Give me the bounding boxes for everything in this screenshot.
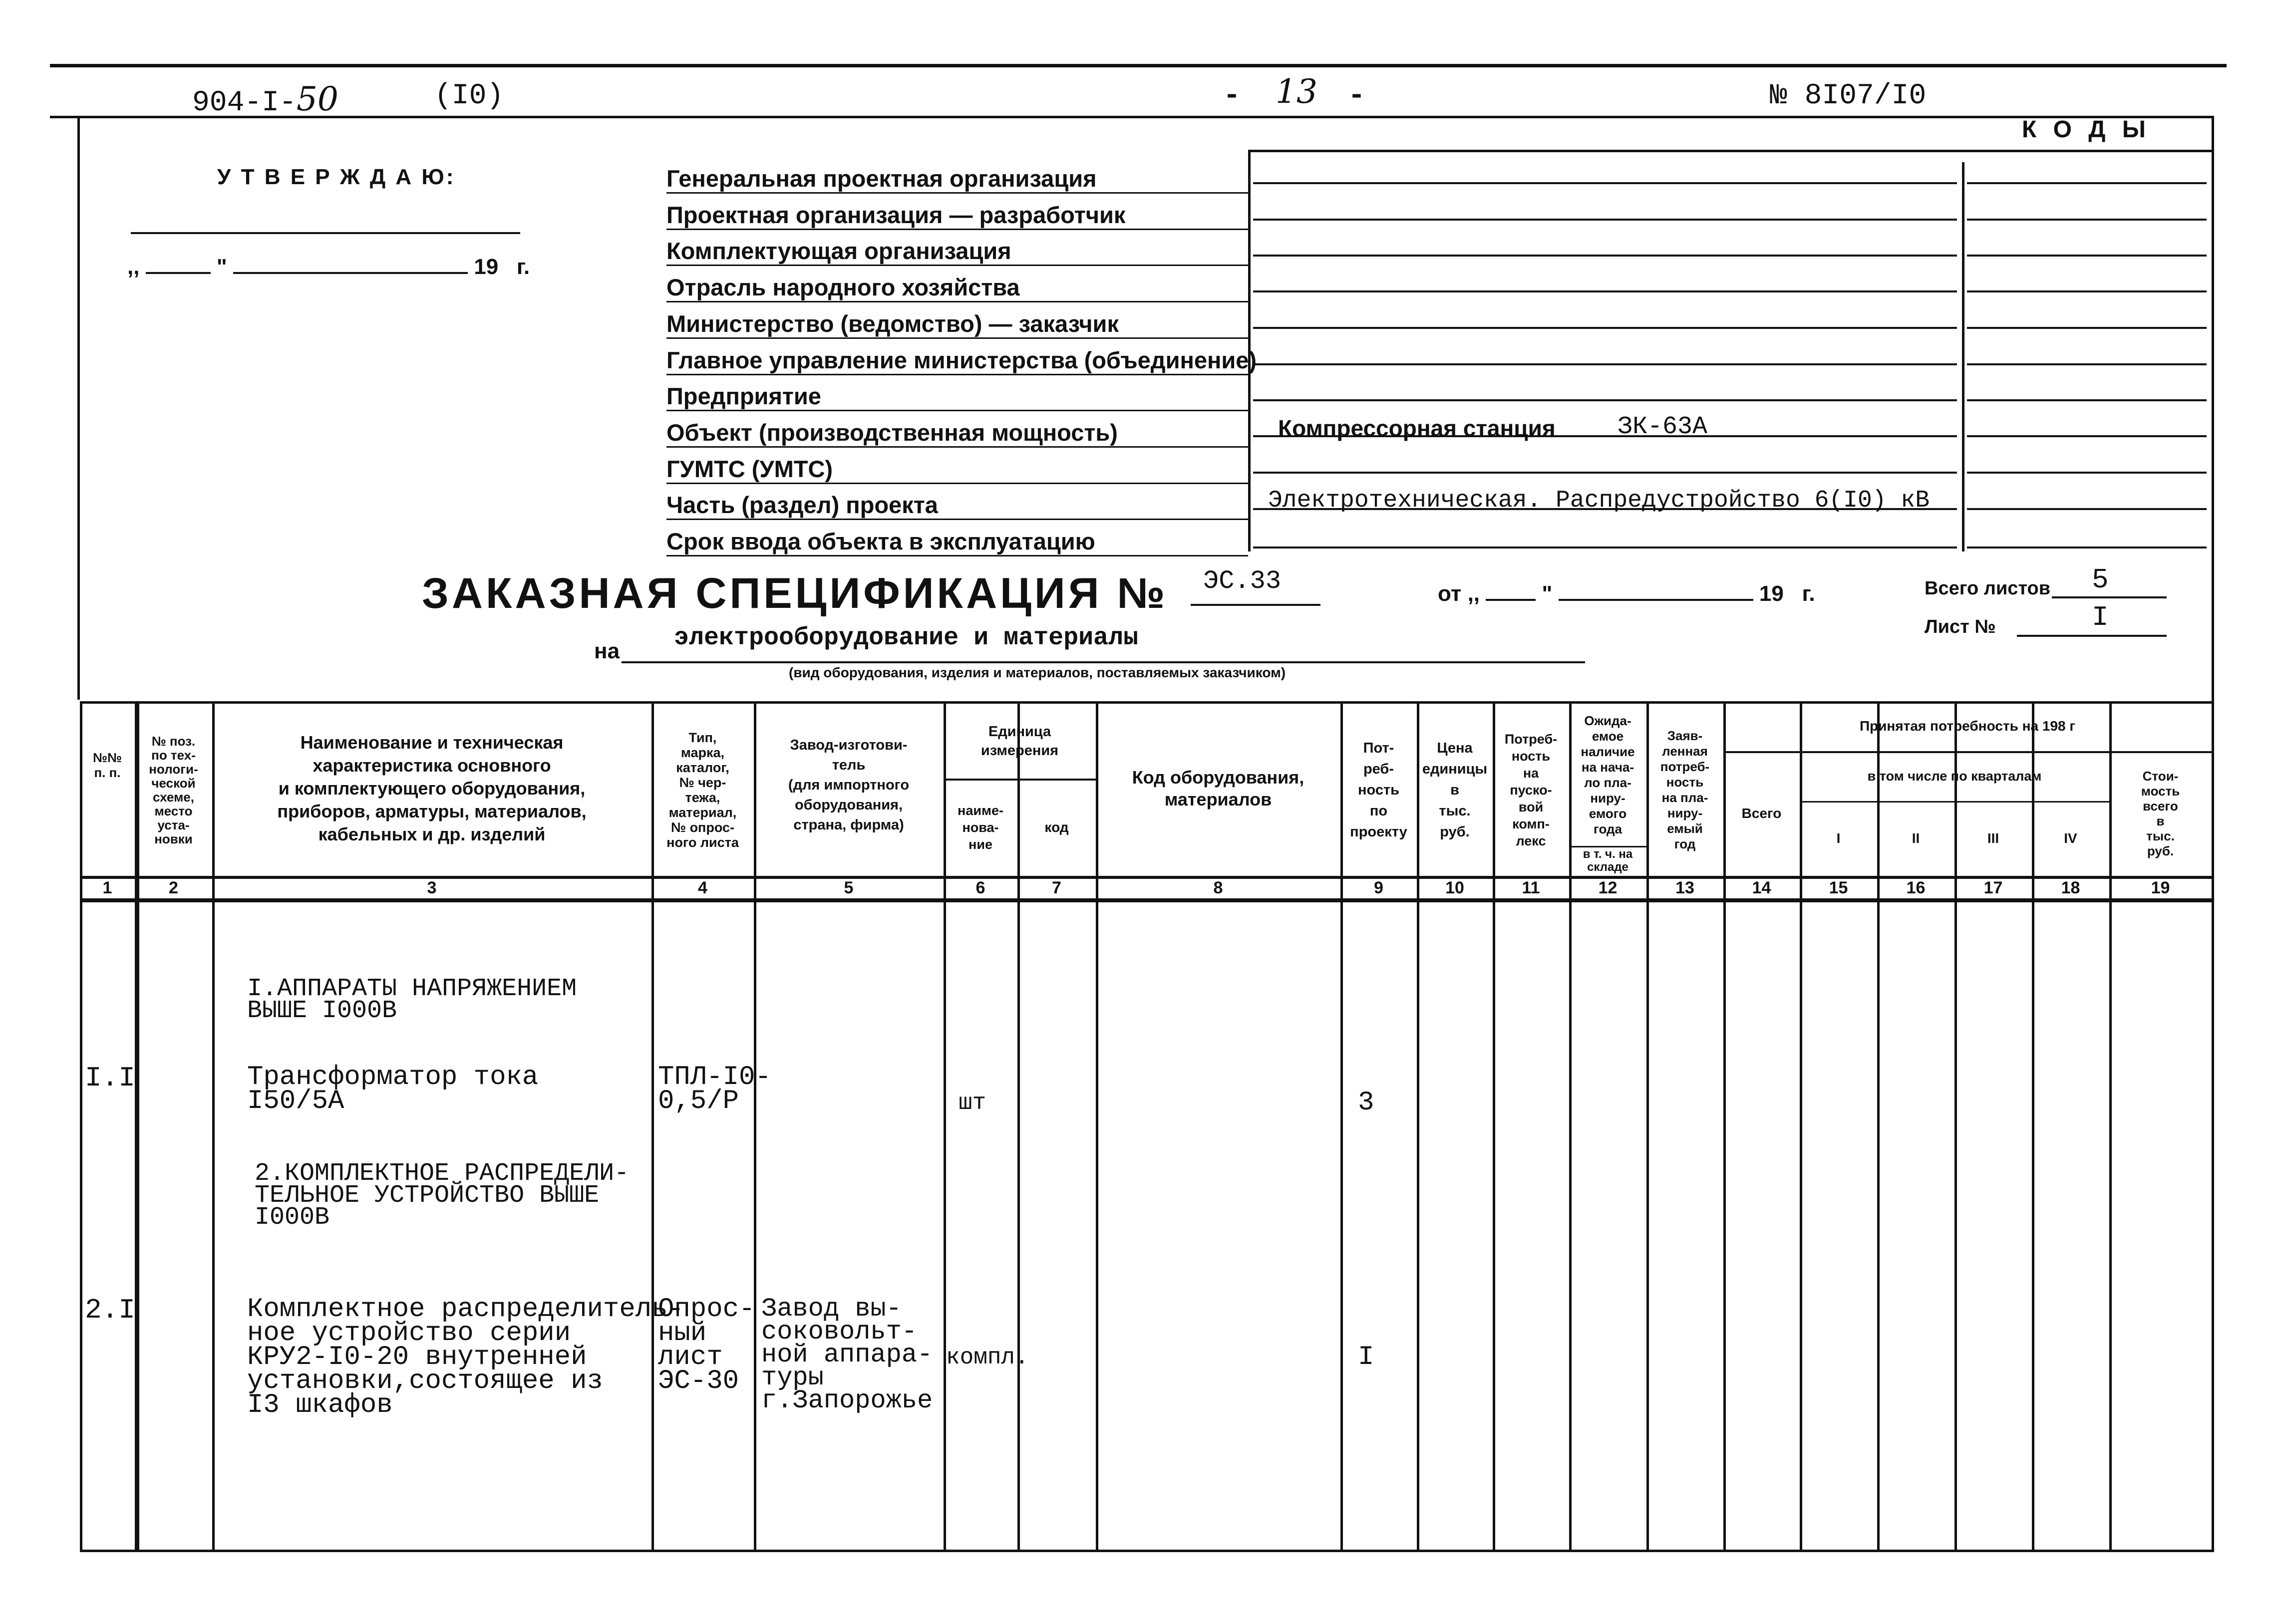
unit-group-divider [944, 779, 1096, 781]
code-row-line-right [1967, 327, 2207, 329]
column-number: 1 [102, 878, 112, 897]
code-row-line [1253, 290, 1957, 292]
spec-year-unit: г. [1802, 581, 1815, 606]
org-field-line [666, 301, 1248, 302]
org-field-label: Срок ввода объекта в эксплуатацию [666, 528, 1095, 554]
total-sheets-line [2052, 596, 2167, 598]
row-name: 2.КОМПЛЕКТНОЕ РАСПРЕДЕЛИ- ТЕЛЬНОЕ УСТРОЙСТВО ВЫШЕ I000В [255, 1159, 630, 1232]
spec-number-line [1191, 604, 1320, 606]
table-header-c18: IV [2064, 830, 2077, 846]
column-number: 14 [1752, 878, 1771, 897]
spec-number: ЭС.33 [1203, 566, 1282, 596]
frame-left-top [77, 116, 80, 700]
org-field-line [666, 446, 1248, 448]
column-number: 19 [2151, 878, 2170, 897]
total-sheets: 5 [2092, 564, 2109, 596]
table-header-c10: Цена единицы в тыс. руб. [1422, 740, 1488, 840]
approve-year-unit: г. [516, 255, 530, 279]
page-dash-right: - [1348, 80, 1365, 112]
code-row-line-right [1967, 363, 2207, 365]
org-field-line [666, 483, 1248, 484]
code-row-line [1253, 363, 1957, 365]
code-row-line-right [1967, 508, 2207, 510]
table-header-c9: Пот- реб- ность по проекту [1350, 740, 1407, 840]
column-number: 2 [169, 878, 178, 897]
column-number: 11 [1522, 878, 1540, 897]
org-field-line [666, 519, 1248, 520]
sheet-ref: № 8I07/I0 [1770, 80, 1927, 112]
doc-code-hand: 50 [296, 80, 338, 118]
accepted-divider [1723, 751, 2212, 753]
org-field-label: Предприятие [666, 383, 821, 409]
na-label: на [594, 639, 620, 663]
column-number: 12 [1598, 878, 1618, 897]
spec-subject: электрооборудование и материалы [674, 624, 1139, 652]
approve-year: 19 [474, 255, 499, 279]
table-header-c11: Потреб- ность на пуско- вой комп- лекс [1504, 731, 1558, 848]
org-field-label: ГУМТС (УМТС) [666, 456, 833, 482]
column-number: 7 [1052, 878, 1061, 897]
org-field-value2: ЗК-63А [1618, 413, 1708, 441]
row-qty: 3 [1358, 1087, 1374, 1118]
org-field-line [666, 192, 1248, 194]
column-number: 10 [1445, 878, 1464, 897]
column-number: 9 [1374, 878, 1383, 897]
code-row-line [1253, 327, 1957, 329]
column-number: 3 [427, 878, 437, 897]
doc-code [192, 80, 338, 119]
org-field-label: Часть (раздел) проекта [666, 492, 938, 518]
total-sheets-label: Всего листов [1925, 578, 2051, 599]
date-quote-open: ,, [127, 255, 140, 279]
column-number: 8 [1213, 878, 1223, 897]
table-header-c7: код [1044, 819, 1069, 835]
code-row-line-right [1967, 399, 2207, 401]
column-number: 5 [844, 878, 854, 897]
org-field-line [666, 265, 1248, 266]
approve-date [127, 255, 530, 279]
table-header-c8: Код оборудования, материалов [1132, 767, 1304, 810]
from-label: от [1438, 581, 1462, 606]
org-field-label: Объект (производственная мощность) [666, 419, 1118, 446]
column-number: 15 [1829, 878, 1848, 897]
code-row-line-right [1967, 472, 2207, 474]
table-header-c13: Заяв- ленная потреб- ность на пла- ниру- емый год [1660, 728, 1710, 851]
org-field-label: Главное управление министерства (объединение) [666, 347, 1257, 373]
table-header-c12: Ожида- емое наличие на нача- ло пла- ниру- емого года [1581, 713, 1635, 836]
column-number: 16 [1906, 878, 1926, 897]
table-bottom-border [80, 1550, 2214, 1552]
org-field-line [666, 337, 1248, 339]
revision: (I0) [434, 80, 504, 112]
org-field-label: Комплектующая организация [666, 238, 1011, 264]
table-col-border [80, 701, 82, 1550]
column-number: 17 [1983, 878, 2003, 897]
column-number: 18 [2061, 878, 2080, 897]
column-number: 13 [1675, 878, 1694, 897]
page-dash-left: - [1223, 80, 1241, 112]
row-name: Трансформатор тока I50/5А [247, 1062, 539, 1116]
org-field-line [666, 374, 1248, 375]
row-no: I.I [85, 1062, 135, 1094]
approve-signature-line [131, 232, 520, 234]
row-type: ТПЛ-I0- 0,5/Р [658, 1062, 771, 1116]
code-row-line [1253, 399, 1957, 401]
sheet-no: I [2092, 601, 2109, 633]
table-header-c3: Наименование и техническая характеристика основного и комплектующего оборудования, приборов, арматуры, материалов, кабельных и др. изделий [277, 732, 587, 844]
code-row-line [1253, 219, 1957, 221]
table-header-c1: №№ п. п. [93, 750, 122, 780]
page-number: 13 [1276, 72, 1317, 111]
table-header-c17: III [1987, 830, 1999, 846]
row-maker: Завод вы- соковольт- ной аппара- туры г.Запорожье [761, 1294, 933, 1415]
codes-mid-border [1962, 162, 1964, 551]
subject-caption: (вид оборудования, изделия и материалов, поставляемых заказчиком) [789, 665, 1286, 680]
table-header-c5: Завод-изготови- тель (для импортного оборудования, страна, фирма) [788, 737, 910, 833]
code-row-line-right [1967, 290, 2207, 292]
codes-label: К О Д Ы [2022, 116, 2151, 143]
code-row-line [1253, 472, 1957, 474]
code-row-line [1253, 182, 1957, 184]
table-header-accepted: Принятая потребность на 198 г [1859, 718, 2076, 734]
table-header-c14: Всего [1741, 806, 1782, 821]
sheet-label: Лист № [1925, 616, 1996, 637]
code-row-line-right [1967, 435, 2207, 437]
date-quote-close: " [216, 255, 227, 279]
subject-line [622, 661, 1585, 663]
table-header-c6: наиме- нова- ние [958, 803, 1003, 852]
row-name: I.АППАРАТЫ НАПРЯЖЕНИЕМ ВЫШЕ I000В [247, 975, 577, 1025]
codes-top-rule [1248, 150, 2212, 152]
row-unit: шт [959, 1090, 986, 1116]
table-number-row-bottom [80, 898, 2214, 902]
table-header-c4: Тип, марка, каталог, № чер- тежа, материал, № опрос- ного листа [666, 730, 739, 850]
code-row-line [1253, 546, 1957, 548]
top-border [50, 64, 2227, 67]
table-col-border [2212, 701, 2214, 1550]
table-header-c16: II [1912, 830, 1920, 846]
table-header-c19: Стои- мость всего в тыс. руб. [2141, 769, 2180, 858]
code-row-line-right [1967, 546, 2207, 548]
header-rule [50, 116, 2212, 118]
code-row-line-right [1967, 255, 2207, 257]
code-row-line [1253, 255, 1957, 257]
table-header-quarters_label: в том числе по кварталам [1867, 769, 2042, 784]
row-no: 2.I [85, 1294, 135, 1326]
table-header-unit_group: Единица измерения [980, 724, 1059, 759]
doc-code-prefix: 904-I- [192, 87, 297, 119]
org-field-label: Проектная организация — разработчик [666, 202, 1126, 228]
org-field-line [666, 555, 1248, 556]
code-row-line-right [1967, 182, 2207, 184]
row-name: Комплектное распределитель- ное устройство серии КРУ2-I0-20 внутренней установки,состоящее из I3 шкафов [247, 1294, 684, 1420]
column-number: 6 [975, 878, 985, 897]
row-unit: компл. [946, 1345, 1029, 1370]
org-field-label: Министерство (ведомство) — заказчик [666, 310, 1119, 337]
org-field-line [666, 229, 1248, 230]
code-row-line-right [1967, 219, 2207, 221]
org-field-value: Электротехническая. Распредустройство 6(I0) кВ [1268, 487, 1930, 514]
org-field-value: Компрессорная станция [1278, 415, 1556, 441]
spec-title: ЗАКАЗНАЯ СПЕЦИФИКАЦИЯ № [422, 569, 1168, 617]
column-number: 4 [698, 878, 707, 897]
org-field-label: Генеральная проектная организация [666, 165, 1097, 192]
quarters-divider [1800, 801, 2109, 803]
spec-year: 19 [1759, 581, 1784, 606]
row-type: Опрос- ный лист ЭС-30 [658, 1294, 755, 1396]
table-header-c2: № поз. по тех- нологи- ческой схеме, место уста- новки [149, 733, 198, 846]
org-field-line [666, 410, 1248, 411]
from-quote-open: ,, [1467, 581, 1480, 606]
org-field-label: Отрасль народного хозяйства [666, 274, 1020, 300]
table-header-c15: I [1836, 830, 1841, 846]
spec-from [1438, 581, 1815, 606]
table-header-c12b: в т. ч. на складе [1583, 847, 1633, 874]
from-quote-close: " [1542, 581, 1553, 606]
row-qty: I [1358, 1342, 1374, 1372]
approve-title: У Т В Е Р Ж Д А Ю: [217, 165, 456, 189]
sheet-no-line [2017, 635, 2167, 637]
